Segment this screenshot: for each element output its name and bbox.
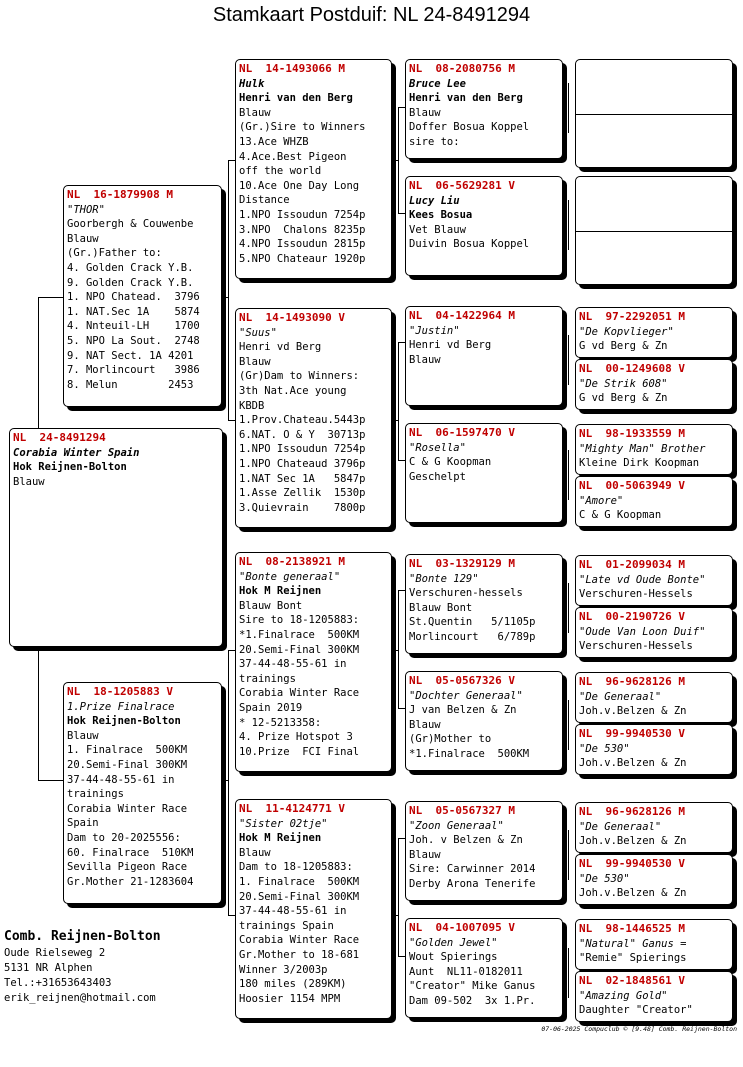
sire-dam-sire-sire-card[interactable] xyxy=(575,307,733,358)
pedigree-line: 4. Prize Hotspot 3 xyxy=(239,731,353,744)
ring-number: NL 11-4124771 V xyxy=(239,802,345,815)
page-title: Stamkaart Postduif: NL 24-8491294 xyxy=(212,4,531,26)
pedigree-line: 1.Prov.Chateau.5443p xyxy=(239,414,366,427)
pedigree-line: Distance xyxy=(239,194,290,207)
pedigree-line: 60. Finalrace 510KM xyxy=(67,846,194,859)
pedigree-line: Hok M Reijnen xyxy=(239,832,322,845)
pedigree-line: Lucy Liu xyxy=(409,194,460,207)
pedigree-line: Dam to 18-1205883: xyxy=(239,861,353,874)
connector-line xyxy=(398,708,405,709)
connector-line xyxy=(398,590,405,591)
pedigree-line: 1.Asse Zellik 1530p xyxy=(239,487,366,500)
pedigree-line: Blauw xyxy=(239,106,271,119)
dam-sire-dam-card[interactable] xyxy=(405,671,563,771)
pedigree-line: Blauw xyxy=(409,106,441,119)
ring-number: NL 02-1848561 V xyxy=(579,974,685,987)
pedigree-line: 1.NPO Issoudun 7254p xyxy=(239,443,366,456)
pedigree-line: Henri vd Berg xyxy=(409,339,492,352)
pedigree-line: 3.NPO Chalons 8235p xyxy=(239,223,366,236)
connector-line xyxy=(568,830,569,880)
pedigree-line: Aunt NL11-0182011 xyxy=(409,965,523,978)
ring-number: NL 08-2138921 M xyxy=(239,555,345,568)
dam-dam-sire-card[interactable] xyxy=(405,801,563,901)
dam-dam-dam-dam-card[interactable] xyxy=(575,971,733,1022)
pedigree-line: Blauw xyxy=(13,475,45,488)
pedigree-line: *1.Finalrace 500KM xyxy=(239,628,360,641)
sire-dam-sire-card[interactable] xyxy=(405,306,563,406)
pedigree-line: Joh. v Belzen & Zn xyxy=(409,834,523,847)
pedigree-line: 1. Finalrace 500KM xyxy=(67,744,188,757)
ring-number: NL 04-1007095 V xyxy=(409,921,515,934)
pedigree-line: Sire to 18-1205883: xyxy=(239,614,360,627)
pedigree-line: 1.Prize Finalrace xyxy=(67,700,175,713)
ring-number: NL 97-2292051 M xyxy=(579,310,685,323)
pedigree-line: Derby Arona Tenerife xyxy=(409,877,536,890)
pedigree-line: Blauw xyxy=(239,846,271,859)
ring-number: NL 98-1446525 M xyxy=(579,922,685,935)
empty-ancestor-card[interactable] xyxy=(575,59,733,168)
pedigree-line: Gr.Mother 21-1283604 xyxy=(67,875,194,888)
dam-sire-dam-sire-card[interactable] xyxy=(575,672,733,723)
owner-phone: Tel.:+31653643403 xyxy=(4,977,112,989)
pedigree-line: "De 530" xyxy=(579,742,630,755)
pedigree-line: KBDB xyxy=(239,399,265,412)
connector-line xyxy=(222,780,229,781)
connector-line xyxy=(398,342,405,343)
pedigree-line: Spain xyxy=(67,817,99,830)
pedigree-line: "Creator" Mike Ganus xyxy=(409,980,536,993)
pedigree-line: "Amore" xyxy=(579,494,624,507)
sire-card[interactable] xyxy=(63,185,222,407)
pedigree-line: 1.NPO Chateaud 3796p xyxy=(239,457,366,470)
ring-number: NL 08-2080756 M xyxy=(409,62,515,75)
ring-number: NL 00-2190726 V xyxy=(579,610,685,623)
pedigree-line: 37-44-48-55-61 in xyxy=(239,658,347,671)
dam-dam-card[interactable] xyxy=(235,799,392,1019)
connector-line xyxy=(38,780,63,781)
pedigree-line: Hulk xyxy=(239,77,265,90)
pedigree-line: Blauw xyxy=(409,353,441,366)
connector-line xyxy=(228,160,229,420)
dam-sire-sire-card[interactable] xyxy=(405,554,563,654)
pedigree-line: 7. Morlincourt 3986 xyxy=(67,364,200,377)
connector-line xyxy=(222,297,229,298)
pedigree-line: Kleine Dirk Koopman xyxy=(579,457,700,470)
pedigree-line: "Amazing Gold" xyxy=(579,989,668,1002)
connector-line xyxy=(568,200,569,250)
connector-line xyxy=(392,650,399,651)
pedigree-line: Sevilla Pigeon Race xyxy=(67,861,188,874)
pedigree-line: 13.Ace WHZB xyxy=(239,135,309,148)
pedigree-line: (Gr)Mother to xyxy=(409,733,492,746)
dam-sire-dam-dam-card[interactable] xyxy=(575,724,733,775)
pedigree-line: "Zoon Generaal" xyxy=(409,819,504,832)
pedigree-line: 37-44-48-55-61 in xyxy=(239,905,347,918)
pedigree-line: "Bonte generaal" xyxy=(239,570,341,583)
pedigree-line: "Justin" xyxy=(409,324,460,337)
pedigree-line: Blauw xyxy=(409,848,441,861)
pedigree-line: Blauw xyxy=(239,355,271,368)
connector-line xyxy=(568,700,569,750)
ring-number: NL 99-9940530 V xyxy=(579,727,685,740)
sire-dam-card[interactable] xyxy=(235,308,392,528)
pedigree-line: Blauw xyxy=(67,729,99,742)
pedigree-line: "Late vd Oude Bonte" xyxy=(579,573,706,586)
sire-dam-dam-sire-card[interactable] xyxy=(575,424,733,475)
sire-sire-card[interactable] xyxy=(235,59,392,279)
pedigree-line: Corabia Winter Race xyxy=(239,687,360,700)
dam-dam-dam-sire-card[interactable] xyxy=(575,919,733,970)
pedigree-line: St.Quentin 5/1105p xyxy=(409,616,536,629)
pedigree-line: (Gr)Dam to Winners: xyxy=(239,370,360,383)
dam-sire-card[interactable] xyxy=(235,552,392,772)
pedigree-line: trainings Spain xyxy=(239,919,334,932)
pedigree-line: Daughter "Creator" xyxy=(579,1004,693,1017)
pedigree-line: Hok Reijnen-Bolton xyxy=(67,715,181,728)
pedigree-line: Corabia Winter Race xyxy=(239,934,360,947)
pedigree-line: 1.NPO Issoudun 7254p xyxy=(239,208,366,221)
dam-sire-sire-dam-card[interactable] xyxy=(575,607,733,658)
connector-line xyxy=(568,583,569,633)
pedigree-line: Doffer Bosua Koppel xyxy=(409,121,530,134)
pedigree-line: Joh.v.Belzen & Zn xyxy=(579,835,687,848)
pedigree-line: 20.Semi-Final 300KM xyxy=(67,758,188,771)
connector-line xyxy=(398,460,405,461)
pedigree-line: off the world xyxy=(239,165,322,178)
pedigree-line: J van Belzen & Zn xyxy=(409,704,517,717)
ring-number: NL 18-1205883 V xyxy=(67,685,173,698)
pedigree-line: Henri vd Berg xyxy=(239,341,322,354)
ring-number: NL 96-9628126 M xyxy=(579,675,685,688)
pedigree-line: 1.NAT Sec 1A 5847p xyxy=(239,472,366,485)
pedigree-line: "Mighty Man" Brother xyxy=(579,442,706,455)
pedigree-line: "Sister 02tje" xyxy=(239,817,328,830)
pedigree-line: Blauw xyxy=(67,232,99,245)
pedigree-line: Kees Bosua xyxy=(409,209,473,222)
pedigree-line: "Remie" Spierings xyxy=(579,952,687,965)
connector-line xyxy=(228,650,235,651)
footer-credit: 07-06-2025 Compuclub © [9.48] Comb. Reijnen-Bolton xyxy=(541,1025,737,1033)
connector-line xyxy=(398,107,405,108)
connector-line xyxy=(38,297,39,429)
pedigree-line: 1. NPO Chatead. 3796 xyxy=(67,291,200,304)
pedigree-line: *1.Finalrace 500KM xyxy=(409,747,530,760)
pedigree-line: Blauw Bont xyxy=(239,599,303,612)
pedigree-line: Dam 09-502 3x 1.Pr. xyxy=(409,994,536,1007)
connector-line xyxy=(38,648,39,780)
pedigree-line: Geschelpt xyxy=(409,470,466,483)
pedigree-line: Blauw xyxy=(409,718,441,731)
pedigree-line: 5.NPO Chateaur 1920p xyxy=(239,252,366,265)
connector-line xyxy=(228,915,235,916)
ring-number: NL 05-0567327 M xyxy=(409,804,515,817)
pedigree-line: Winner 3/2003p xyxy=(239,963,328,976)
sire-sire-sire-card[interactable] xyxy=(405,59,563,159)
pedigree-line: "Oude Van Loon Duif" xyxy=(579,625,706,638)
pedigree-line: Duivin Bosua Koppel xyxy=(409,238,530,251)
connector-line xyxy=(228,650,229,915)
pedigree-line: 4. Nnteuil-LH 1700 xyxy=(67,320,200,333)
connector-line xyxy=(392,915,399,916)
pedigree-line: 10.Ace One Day Long xyxy=(239,179,360,192)
pedigree-line: Hok M Reijnen xyxy=(239,585,322,598)
connector-line xyxy=(398,838,405,839)
pedigree-line: 3th Nat.Ace young xyxy=(239,384,347,397)
pedigree-line: trainings xyxy=(67,788,124,801)
ring-number: NL 03-1329129 M xyxy=(409,557,515,570)
connector-line xyxy=(392,420,399,421)
pedigree-line: Joh.v.Belzen & Zn xyxy=(579,887,687,900)
pedigree-line: Verschuren-Hessels xyxy=(579,640,693,653)
connector-line xyxy=(568,948,569,998)
pedigree-line: Goorbergh & Couwenbe xyxy=(67,218,194,231)
pedigree-line: Hoosier 1154 MPM xyxy=(239,992,341,1005)
pedigree-line: 3.Quievrain 7800p xyxy=(239,501,366,514)
pedigree-line: C & G Koopman xyxy=(409,456,492,469)
pedigree-line: 4. Golden Crack Y.B. xyxy=(67,261,194,274)
dam-sire-sire-sire-card[interactable] xyxy=(575,555,733,606)
pedigree-line: "Suus" xyxy=(239,326,277,339)
pedigree-line: (Gr.)Sire to Winners xyxy=(239,121,366,134)
pedigree-line: 10.Prize FCI Final xyxy=(239,745,360,758)
pedigree-line: "THOR" xyxy=(67,203,105,216)
pedigree-line: 9. NAT Sect. 1A 4201 xyxy=(67,349,194,362)
ring-number: NL 00-1249608 V xyxy=(579,362,685,375)
connector-line xyxy=(398,590,399,708)
pedigree-line: "Natural" Ganus = xyxy=(579,937,687,950)
connector-line xyxy=(568,450,569,500)
pedigree-line: sire to: xyxy=(409,135,460,148)
ring-number: NL 06-1597470 V xyxy=(409,426,515,439)
owner-name: Comb. Reijnen-Bolton xyxy=(4,929,161,944)
ring-number: NL 16-1879908 M xyxy=(67,188,173,201)
ring-number: NL 00-5063949 V xyxy=(579,479,685,492)
pedigree-line: trainings xyxy=(239,672,296,685)
pedigree-line: 180 miles (289KM) xyxy=(239,978,347,991)
connector-line xyxy=(398,956,405,957)
pedigree-line: (Gr.)Father to: xyxy=(67,247,162,260)
pedigree-line: "De Kopvlieger" xyxy=(579,325,674,338)
pedigree-line: 1. NAT.Sec 1A 5874 xyxy=(67,305,200,318)
card-divider xyxy=(576,114,732,115)
connector-line xyxy=(228,420,235,421)
pedigree-line: 1. Finalrace 500KM xyxy=(239,875,360,888)
owner-block xyxy=(4,928,161,1006)
pedigree-line: "Rosella" xyxy=(409,441,466,454)
pedigree-line: Hok Reijnen-Bolton xyxy=(13,461,127,474)
pedigree-line: Vet Blauw xyxy=(409,223,466,236)
sire-dam-dam-dam-card[interactable] xyxy=(575,476,733,527)
pedigree-line: C & G Koopman xyxy=(579,509,662,522)
pedigree-line: Joh.v.Belzen & Zn xyxy=(579,705,687,718)
pedigree-line: Corabia Winter Spain xyxy=(13,446,140,459)
pedigree-line: 20.Semi-Final 300KM xyxy=(239,890,360,903)
pedigree-line: 37-44-48-55-61 in xyxy=(67,773,175,786)
connector-line xyxy=(398,838,399,956)
connector-line xyxy=(568,83,569,133)
pedigree-line: Corabia Winter Race xyxy=(67,802,188,815)
pedigree-line: Verschuren-Hessels xyxy=(579,588,693,601)
pedigree-line: "De Generaal" xyxy=(579,690,662,703)
dam-dam-sire-sire-card[interactable] xyxy=(575,802,733,853)
pedigree-line: 20.Semi-Final 300KM xyxy=(239,643,360,656)
pedigree-line: Morlincourt 6/789p xyxy=(409,630,536,643)
pedigree-line: "De 530" xyxy=(579,872,630,885)
connector-line xyxy=(228,160,235,161)
pedigree-line: "De Strik 608" xyxy=(579,377,668,390)
connector-line xyxy=(568,335,569,385)
pedigree-line: 9. Golden Crack Y.B. xyxy=(67,276,194,289)
pedigree-line: 8. Melun 2453 xyxy=(67,378,194,391)
sire-sire-dam-card[interactable] xyxy=(405,176,563,276)
owner-email[interactable]: erik_reijnen@hotmail.com xyxy=(4,992,156,1004)
connector-line xyxy=(38,297,63,298)
ring-number: NL 04-1422964 M xyxy=(409,309,515,322)
dam-dam-sire-dam-card[interactable] xyxy=(575,854,733,905)
pedigree-line: Joh.v.Belzen & Zn xyxy=(579,757,687,770)
ring-number: NL 05-0567326 V xyxy=(409,674,515,687)
pedigree-line: "Bonte 129" xyxy=(409,572,479,585)
connector-line xyxy=(398,342,399,460)
pedigree-line: Wout Spierings xyxy=(409,951,498,964)
pedigree-line: G vd Berg & Zn xyxy=(579,392,668,405)
ring-number: NL 99-9940530 V xyxy=(579,857,685,870)
pedigree-line: 4.NPO Issoudun 2815p xyxy=(239,238,366,251)
pedigree-line: Henri van den Berg xyxy=(409,92,523,105)
ring-number: NL 01-2099034 M xyxy=(579,558,685,571)
ring-number: NL 06-5629281 V xyxy=(409,179,515,192)
ring-number: NL 98-1933559 M xyxy=(579,427,685,440)
dam-dam-dam-card[interactable] xyxy=(405,918,563,1018)
pedigree-line: Henri van den Berg xyxy=(239,92,353,105)
pedigree-line: Blauw Bont xyxy=(409,601,473,614)
pedigree-line: 6.NAT. O & Y 30713p xyxy=(239,428,366,441)
ring-number: NL 14-1493090 V xyxy=(239,311,345,324)
ring-number: NL 24-8491294 xyxy=(13,431,106,444)
sire-dam-sire-dam-card[interactable] xyxy=(575,359,733,410)
connector-line xyxy=(398,213,405,214)
ring-number: NL 14-1493066 M xyxy=(239,62,345,75)
owner-city: 5131 NR Alphen xyxy=(4,962,93,974)
pedigree-line: Sire: Carwinner 2014 xyxy=(409,863,536,876)
card-divider xyxy=(576,231,732,232)
pedigree-line: 5. NPO La Sout. 2748 xyxy=(67,334,200,347)
pedigree-line: Dam to 20-2025556: xyxy=(67,831,181,844)
pedigree-line: 4.Ace.Best Pigeon xyxy=(239,150,347,163)
pedigree-line: Verschuren-hessels xyxy=(409,587,523,600)
connector-line xyxy=(392,160,399,161)
pedigree-line: Gr.Mother to 18-681 xyxy=(239,948,360,961)
ring-number: NL 96-9628126 M xyxy=(579,805,685,818)
dam-card[interactable] xyxy=(63,682,222,904)
owner-address: Oude Rielseweg 2 xyxy=(4,947,106,959)
empty-ancestor-card[interactable] xyxy=(575,176,733,285)
pedigree-line: "Golden Jewel" xyxy=(409,936,498,949)
pedigree-line: "De Generaal" xyxy=(579,820,662,833)
pedigree-line: "Dochter Generaal" xyxy=(409,689,523,702)
pedigree-line: G vd Berg & Zn xyxy=(579,340,668,353)
sire-dam-dam-card[interactable] xyxy=(405,423,563,523)
pedigree-line: Spain 2019 xyxy=(239,701,303,714)
pedigree-line: Bruce Lee xyxy=(409,77,466,90)
pigeon-card[interactable] xyxy=(9,428,223,647)
pedigree-line: * 12-5213358: xyxy=(239,716,322,729)
